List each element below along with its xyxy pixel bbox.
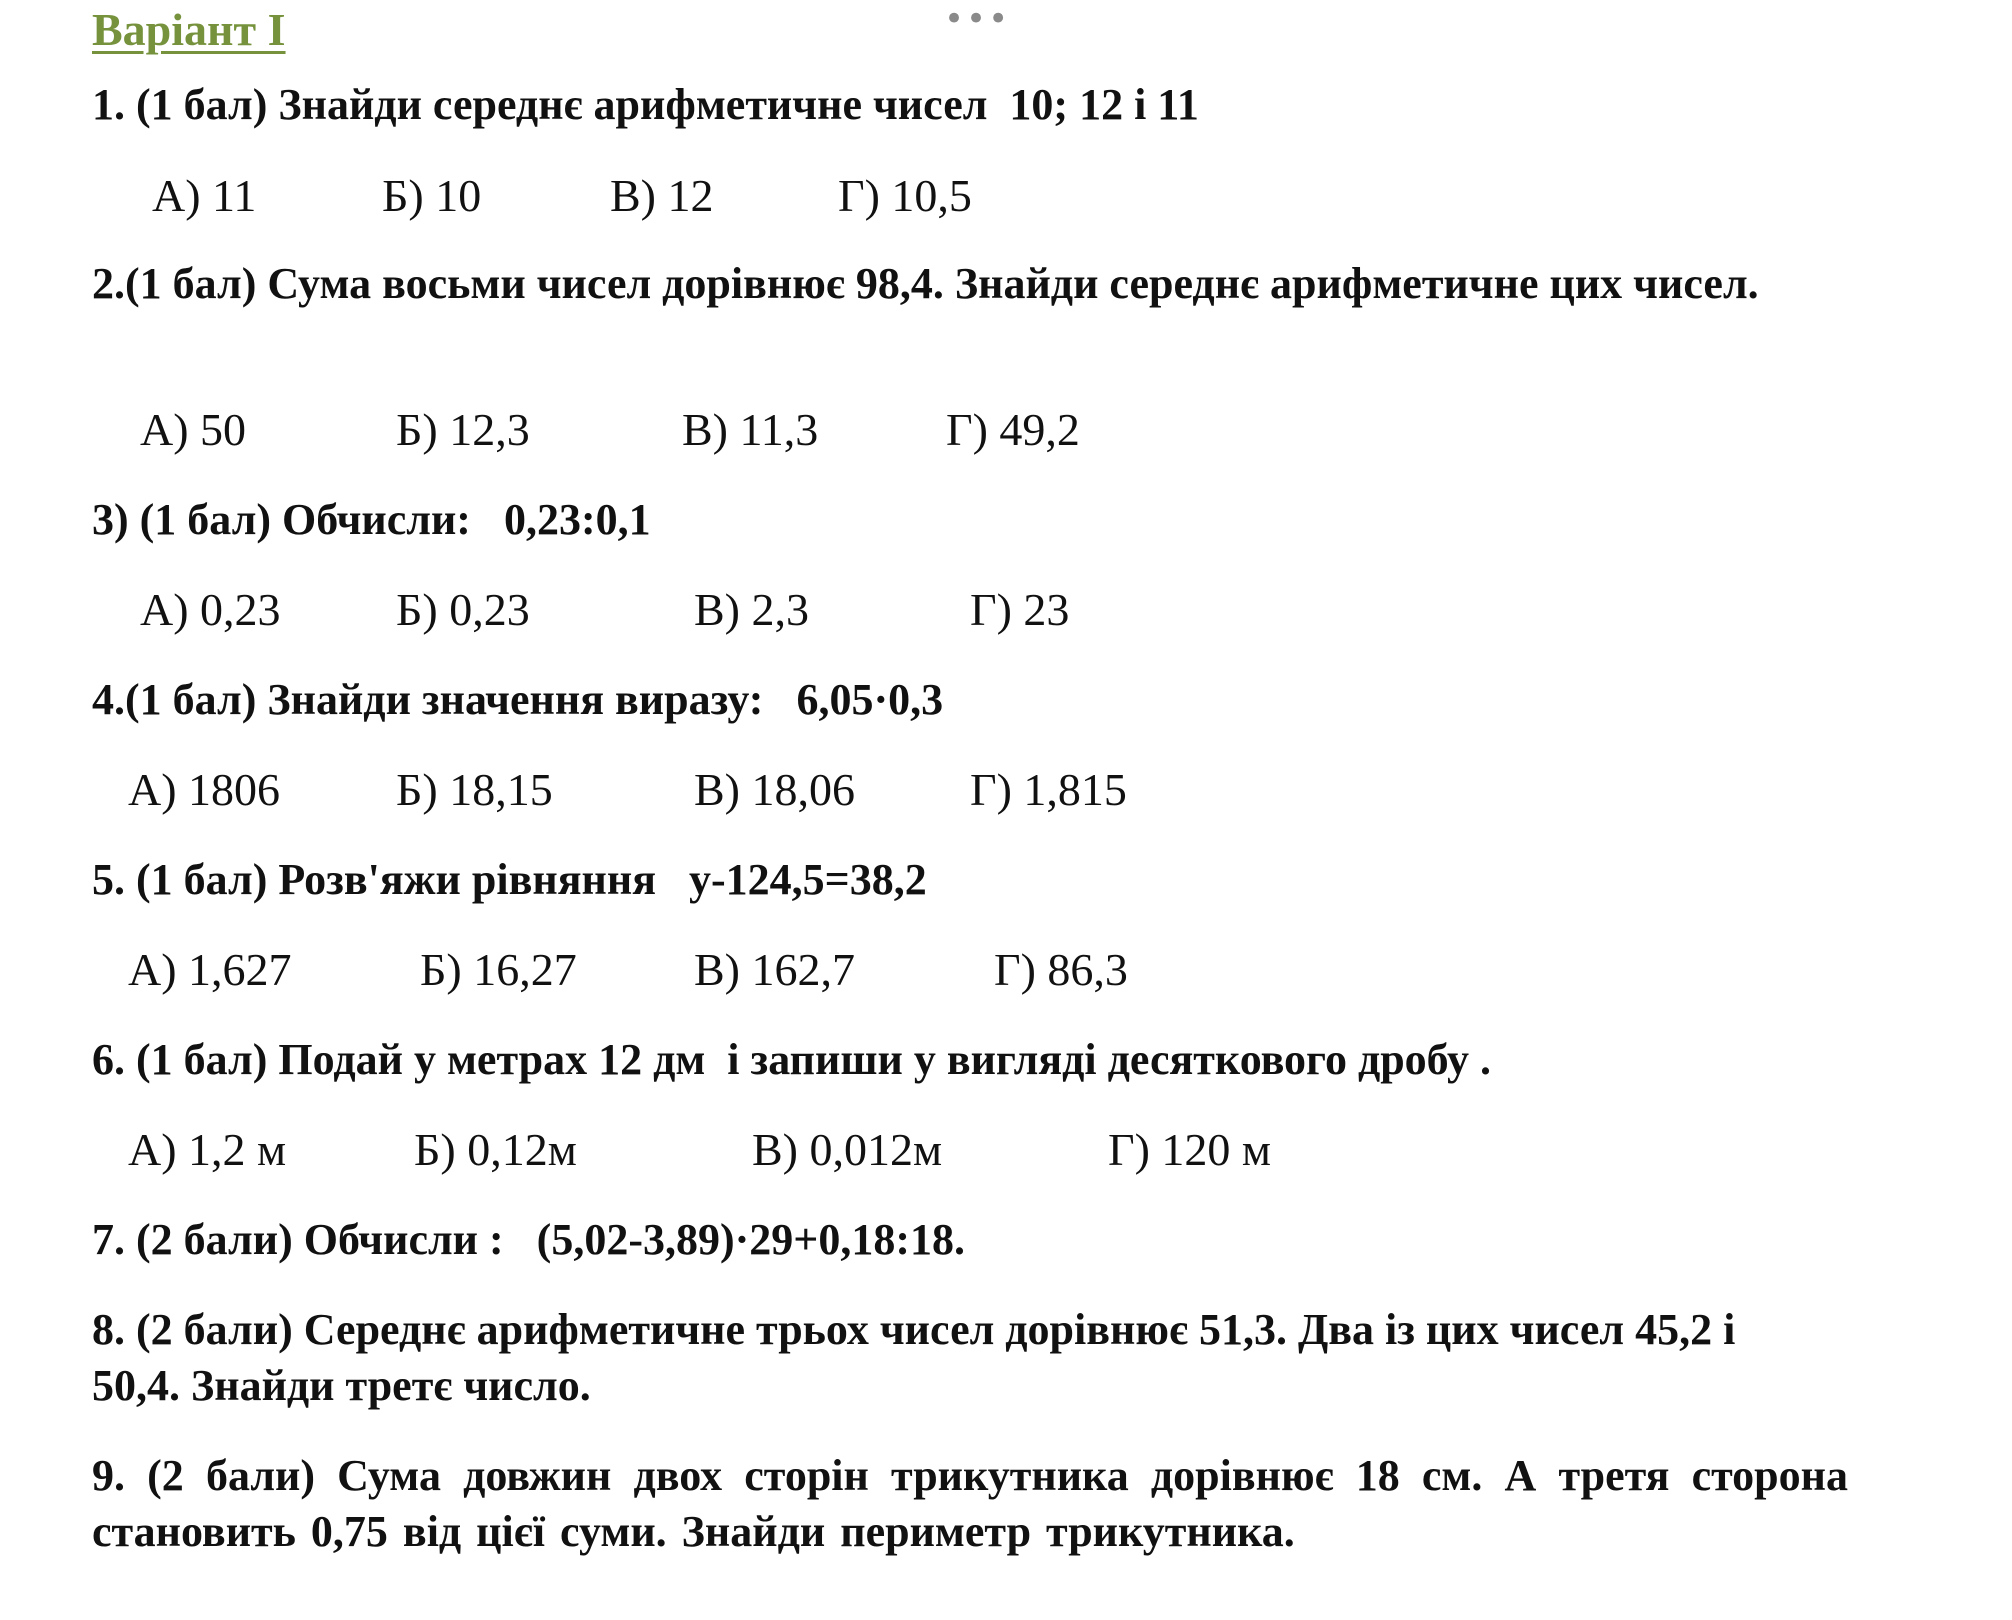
- question-2-option-c: В) 11,3: [682, 404, 819, 455]
- question-2-option-b: Б) 12,3: [396, 404, 530, 455]
- question-1-option-b: Б) 10: [382, 170, 482, 221]
- question-6-option-c: В) 0,012м: [752, 1124, 943, 1175]
- question-6-text: 6. (1 бал) Подай у метрах 12 дм і запиши у вигляді десяткового дробу .: [92, 1035, 1491, 1084]
- question-1-text: 1. (1 бал) Знайди середнє арифметичне чисел 10; 12 і 11: [92, 80, 1199, 129]
- question-1-option-d: Г) 10,5: [838, 170, 972, 221]
- question-4-text: 4.(1 бал) Знайди значення виразу: 6,05·0,3: [92, 675, 944, 724]
- question-5-option-b: Б) 16,27: [420, 944, 577, 995]
- question-5-option-c: В) 162,7: [694, 944, 855, 995]
- question-7-text: 7. (2 бали) Обчисли : (5,02-3,89)·29+0,18:18.: [92, 1215, 966, 1264]
- question-1-option-c: В) 12: [610, 170, 714, 221]
- question-3-option-c: В) 2,3: [694, 584, 809, 635]
- question-3-option-a: А) 0,23: [140, 584, 281, 635]
- question-8-text: 8. (2 бали) Середнє арифметичне трьох чисел дорівнює 51,3. Два із цих чисел 45,2 і 50,4. Знайди третє число.: [92, 1305, 1736, 1410]
- question-5-text: 5. (1 бал) Розв'яжи рівняння у-124,5=38,2: [92, 855, 927, 904]
- question-2-option-d: Г) 49,2: [946, 404, 1080, 455]
- question-2-text: 2.(1 бал) Сума восьми чисел дорівнює 98,4. Знайди середнє арифметичне цих чисел.: [92, 259, 1759, 308]
- question-4-option-a: А) 1806: [128, 764, 281, 815]
- question-4-option-b: Б) 18,15: [396, 764, 553, 815]
- question-3-option-b: Б) 0,23: [396, 584, 530, 635]
- question-4-option-c: В) 18,06: [694, 764, 855, 815]
- question-6-option-b: Б) 0,12м: [414, 1124, 577, 1175]
- question-1-option-a: А) 11: [152, 170, 257, 221]
- question-3-text: 3) (1 бал) Обчисли: 0,23:0,1: [92, 495, 651, 544]
- question-2-option-a: А) 50: [140, 404, 247, 455]
- question-9-text: 9. (2 бали) Сума довжин двох сторін трикутника дорівнює 18 см. А третя сторона становить 0,75 від цієї суми. Знайди периметр трикутника.: [92, 1451, 1848, 1556]
- question-5-option-a: А) 1,627: [128, 944, 292, 995]
- question-5-option-d: Г) 86,3: [994, 944, 1128, 995]
- question-6-option-d: Г) 120 м: [1108, 1124, 1272, 1175]
- question-4-option-d: Г) 1,815: [970, 764, 1127, 815]
- variant-heading: Варіант І: [92, 4, 286, 55]
- question-6-option-a: А) 1,2 м: [128, 1124, 287, 1175]
- question-3-option-d: Г) 23: [970, 584, 1070, 635]
- drag-handle-icon[interactable]: •••: [944, 0, 1011, 39]
